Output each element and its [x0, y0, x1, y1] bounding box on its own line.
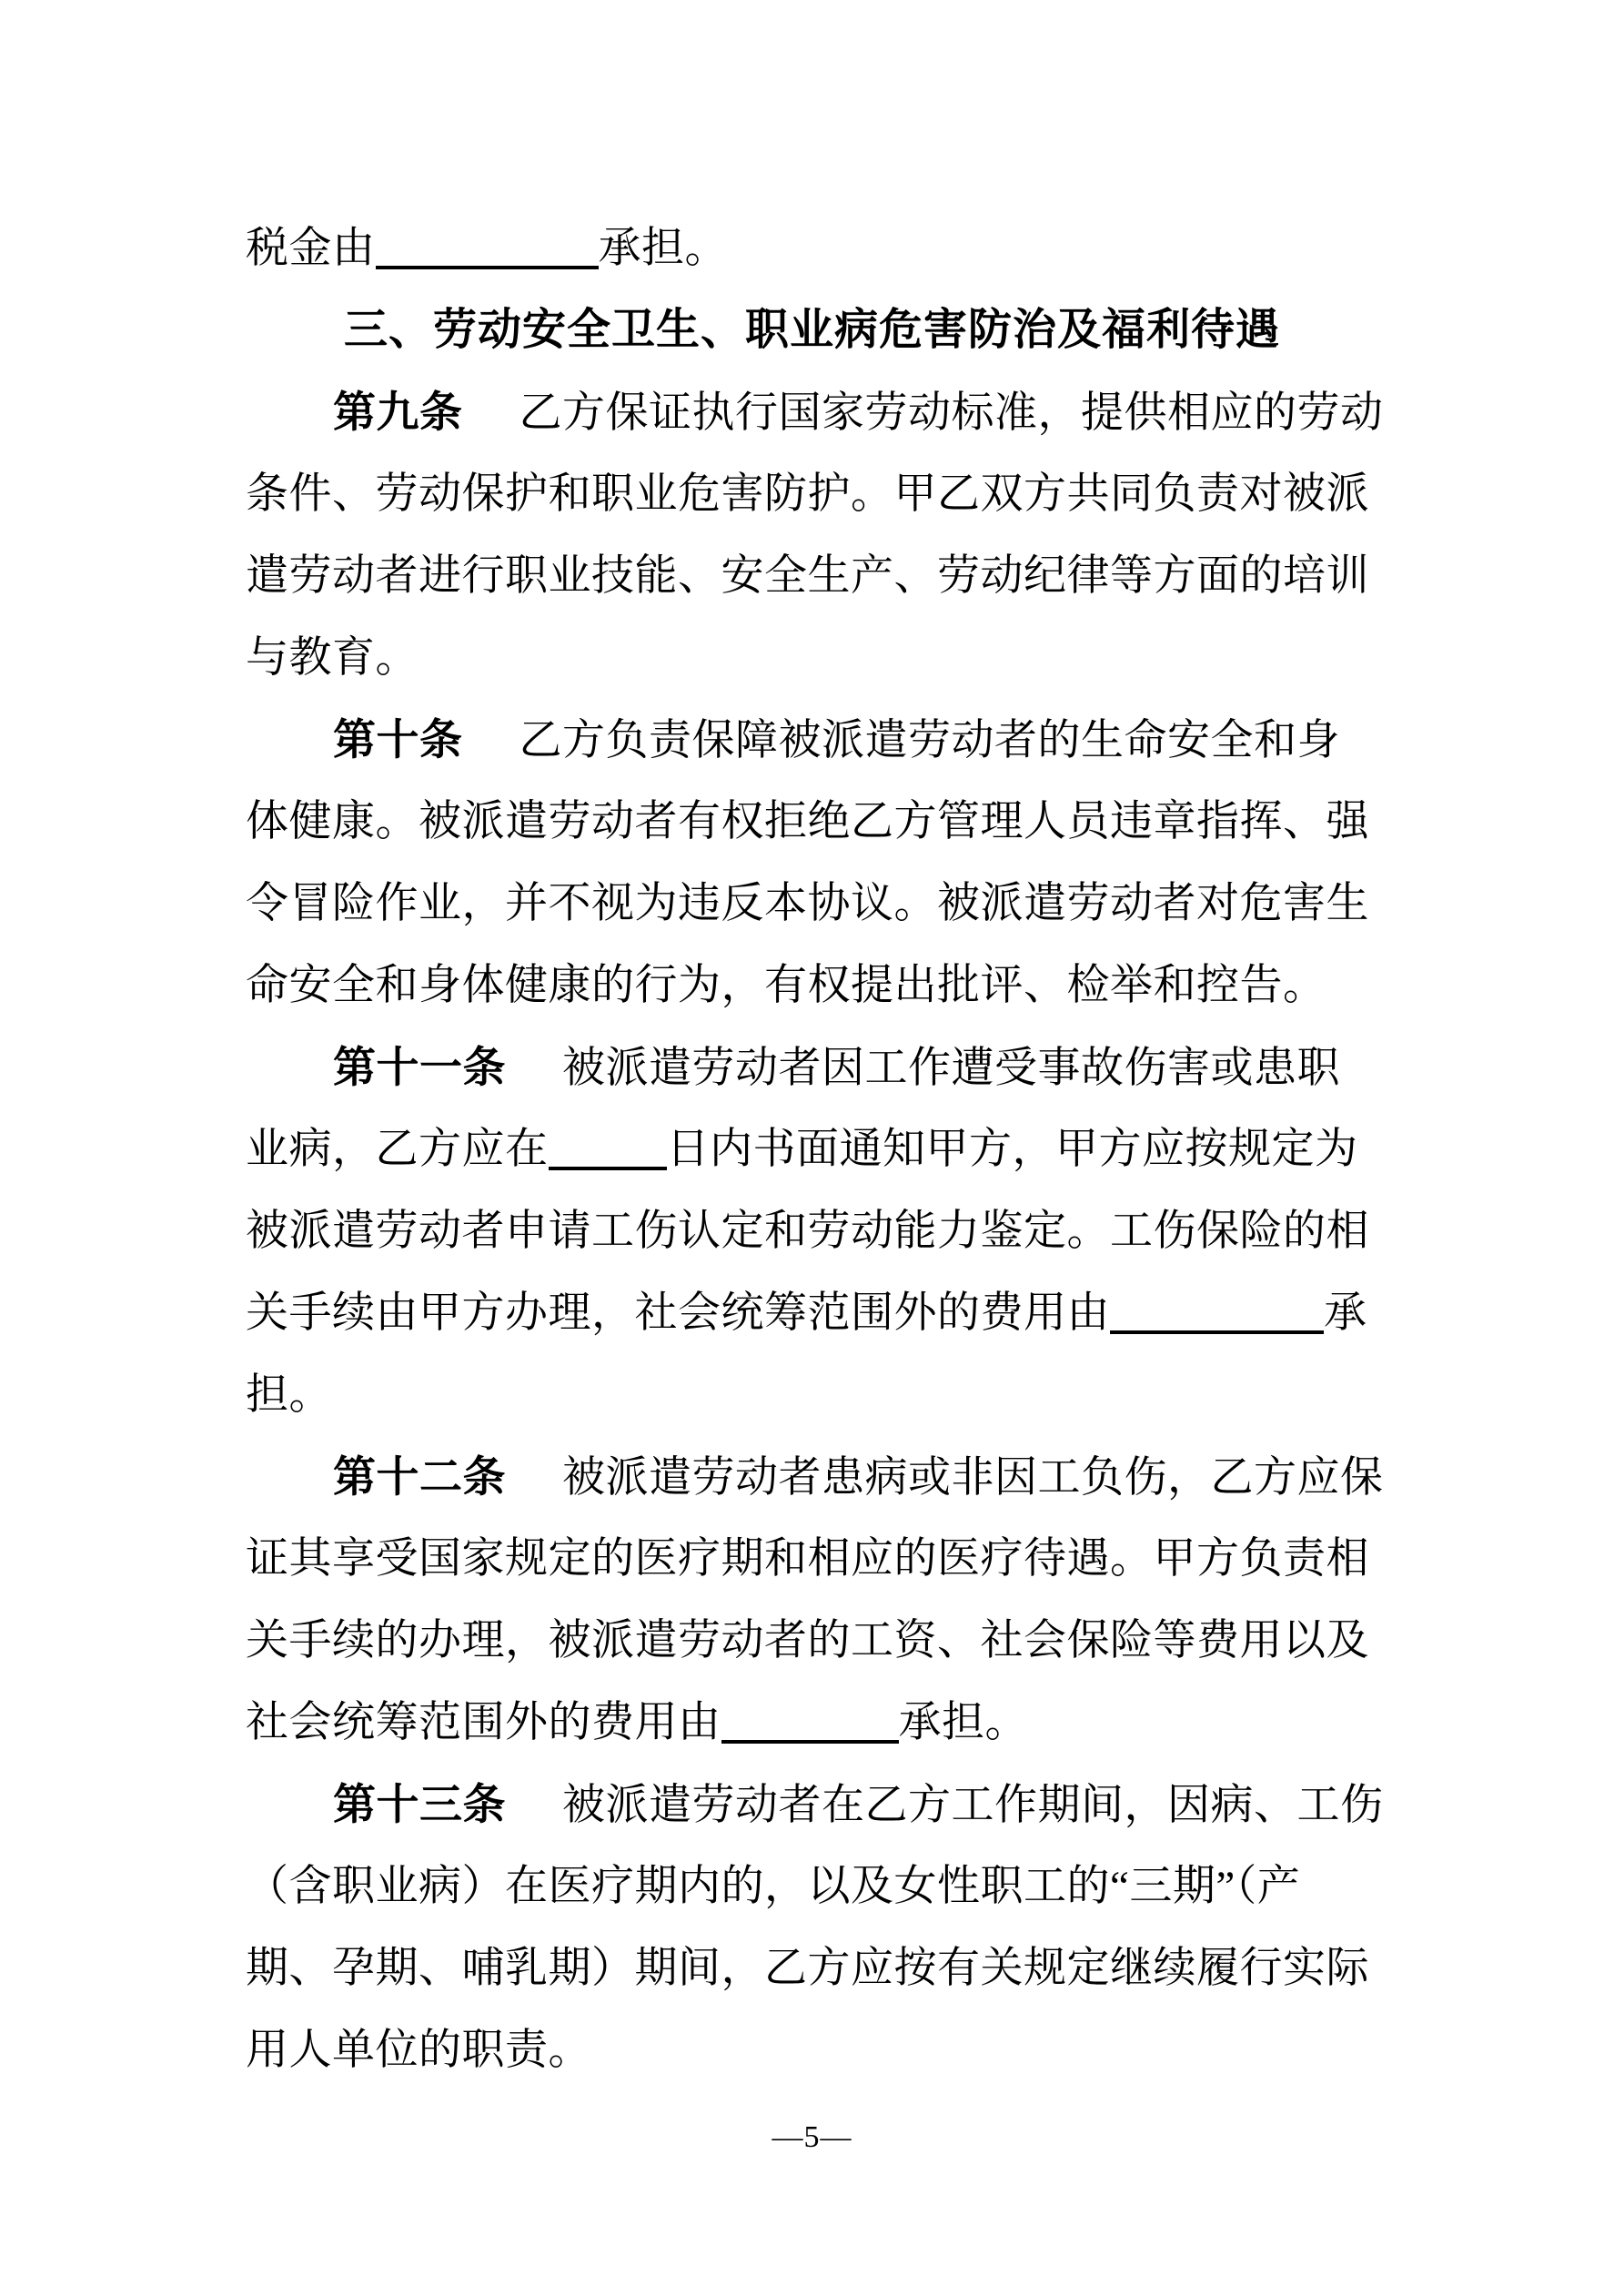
document-body	[246, 207, 1384, 2091]
text-line	[246, 1272, 1378, 1354]
text-line	[246, 2009, 1378, 2091]
text-run: 体健康。被派遣劳动者有权拒绝乙方管理人员违章指挥、强	[246, 798, 1369, 845]
text-run: 被派遣劳动者在乙方工作期间，因病、工伤	[562, 1782, 1384, 1829]
fill-in-blank	[1110, 1330, 1324, 1334]
section-heading	[246, 289, 1378, 371]
text-run: 三、劳动安全卫生、职业病危害防治及福利待遇	[343, 306, 1280, 354]
text-run: 期、孕期、哺乳期）期间，乙方应按有关规定继续履行实际	[246, 1945, 1369, 1992]
text-line	[246, 535, 1378, 617]
text-run: 关手续的办理，被派遣劳动者的工资、社会保险等费用以及	[246, 1617, 1369, 1664]
text-run: 承担。	[898, 1699, 1028, 1746]
text-line	[246, 1764, 1384, 1846]
text-run: 用人单位的职责。	[246, 2027, 591, 2074]
text-line	[246, 371, 1384, 453]
text-line	[246, 617, 1378, 699]
text-run: 证其享受国家规定的医疗期和相应的医疗待遇。甲方负责相	[246, 1535, 1369, 1583]
text-line	[246, 1027, 1378, 1108]
text-run: 被派遣劳动者申请工伤认定和劳动能力鉴定。工伤保险的相	[246, 1208, 1369, 1255]
text-line	[246, 699, 1378, 781]
text-run: 命安全和身体健康的行为，有权提出批评、检举和控告。	[246, 962, 1326, 1009]
text-line	[246, 207, 1378, 289]
text-run: 承	[1324, 1290, 1367, 1337]
text-line	[246, 1682, 1378, 1764]
text-line	[246, 1600, 1378, 1682]
article-number: 第十条	[333, 715, 463, 764]
text-run: 担。	[246, 1371, 332, 1419]
text-line	[246, 1518, 1378, 1600]
text-line	[246, 1108, 1378, 1190]
text-run: 被派遣劳动者因工作遭受事故伤害或患职	[562, 1045, 1340, 1092]
text-line	[246, 1846, 1378, 1927]
text-run: 被派遣劳动者患病或非因工负伤，乙方应保	[562, 1454, 1384, 1502]
text-run: 与教育。	[246, 634, 419, 682]
article-number: 第十一条	[333, 1043, 506, 1091]
fill-in-blank	[721, 1740, 899, 1744]
text-run: 承担。	[598, 225, 728, 272]
text-run: 社会统筹范围外的费用由	[246, 1699, 721, 1746]
text-line	[246, 1190, 1378, 1272]
text-run: 关手续由甲方办理，社会统筹范围外的费用由	[246, 1290, 1110, 1337]
text-run: 遣劳动者进行职业技能、安全生产、劳动纪律等方面的培训	[246, 552, 1369, 600]
text-line	[246, 1436, 1384, 1518]
text-run: 税金由	[246, 225, 376, 272]
page-number: —5—	[772, 2120, 852, 2154]
text-run: 乙方负责保障被派遣劳动者的生命安全和身	[519, 717, 1340, 764]
text-run: 乙方保证执行国家劳动标准，提供相应的劳动	[519, 389, 1384, 437]
fill-in-blank	[549, 1167, 667, 1170]
text-line	[246, 863, 1378, 945]
text-run: 业病，乙方应在	[246, 1126, 549, 1173]
text-line	[246, 1927, 1378, 2009]
fill-in-blank	[376, 266, 599, 269]
text-run: （含职业病）在医疗期内的，以及女性职工的“三期”（产	[246, 1863, 1301, 1910]
article-number: 第十三条	[333, 1780, 506, 1828]
text-line	[246, 1354, 1378, 1436]
text-run: 条件、劳动保护和职业危害防护。甲乙双方共同负责对被派	[246, 470, 1369, 518]
text-line	[246, 453, 1378, 535]
text-run: 日内书面通知甲方，甲方应按规定为	[666, 1126, 1358, 1173]
article-number: 第九条	[333, 388, 463, 436]
text-line	[246, 781, 1378, 863]
text-line	[246, 945, 1378, 1027]
article-number: 第十二条	[333, 1452, 506, 1501]
text-run: 令冒险作业，并不视为违反本协议。被派遣劳动者对危害生	[246, 880, 1369, 927]
